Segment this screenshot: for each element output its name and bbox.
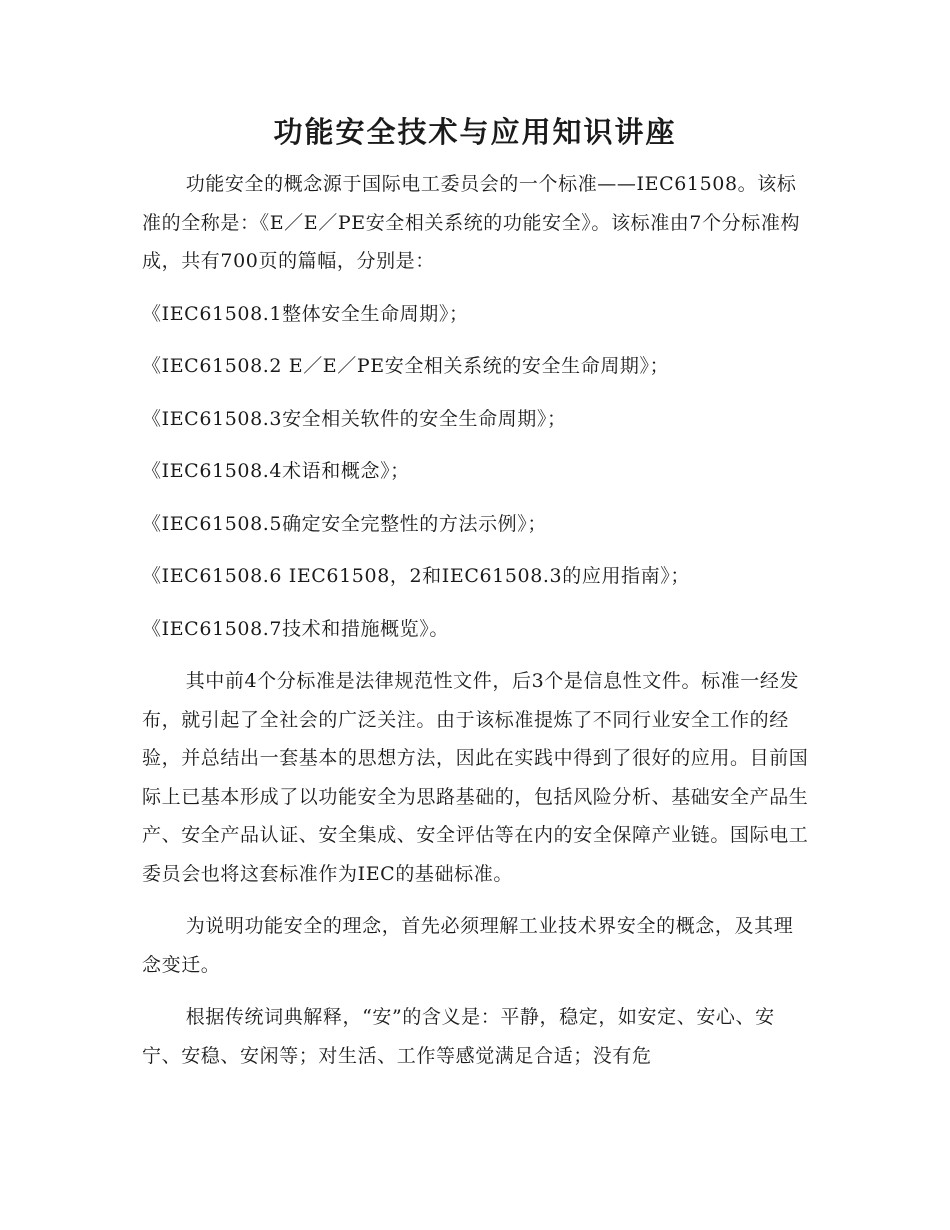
body-paragraph-4: 根据传统词典解释，“安”的含义是：平静，稳定，如安定、安心、安宁、安稳、安闲等；对生活、工作等感觉满足合适；没有危 — [142, 1006, 775, 1067]
document-title: 功能安全技术与应用知识讲座 — [273, 115, 677, 149]
intro-paragraph: 功能安全的概念源于国际电工委员会的一个标准——IEC61508。该标准的全称是：《E／E／PE安全相关系统的功能安全》。该标准由7个分标准构成，共有700页的篇幅，分别是： — [142, 173, 801, 272]
body-paragraph-3: 为说明功能安全的理念，首先必须理解工业技术界安全的概念，及其理念变迁。 — [142, 915, 794, 976]
document-body — [142, 165, 810, 1075]
list-item: 《IEC61508.6 IEC61508，2和IEC61508.3的应用指南》； — [142, 565, 690, 587]
list-item: 《IEC61508.7技术和措施概览》。 — [142, 617, 449, 640]
standards-list — [142, 295, 810, 649]
list-item: 《IEC61508.1整体安全生命周期》； — [142, 302, 469, 325]
body-paragraph-2: 其中前4个分标准是法律规范性文件，后3个是信息性文件。标准一经发布，就引起了全社会的广泛关注。由于该标准提炼了不同行业安全工作的经验，并总结出一套基本的思想方法，因此在实践中得到了很好的应用。目前国际上已基本形成了以功能安全为思路基础的，包括风险分析、基础安全产品生产、安全产品认证、安全集成、安全评估等在内的安全保障产业链。国际电工委员会也将这套标准作为IEC的基础标准。 — [142, 670, 809, 885]
list-item: 《IEC61508.5确定安全完整性的方法示例》； — [142, 512, 547, 535]
list-item: 《IEC61508.2 E／E／PE安全相关系统的安全生命周期》； — [142, 355, 670, 377]
list-item: 《IEC61508.3安全相关软件的安全生命周期》； — [142, 407, 567, 430]
list-item: 《IEC61508.4术语和概念》； — [142, 460, 410, 482]
